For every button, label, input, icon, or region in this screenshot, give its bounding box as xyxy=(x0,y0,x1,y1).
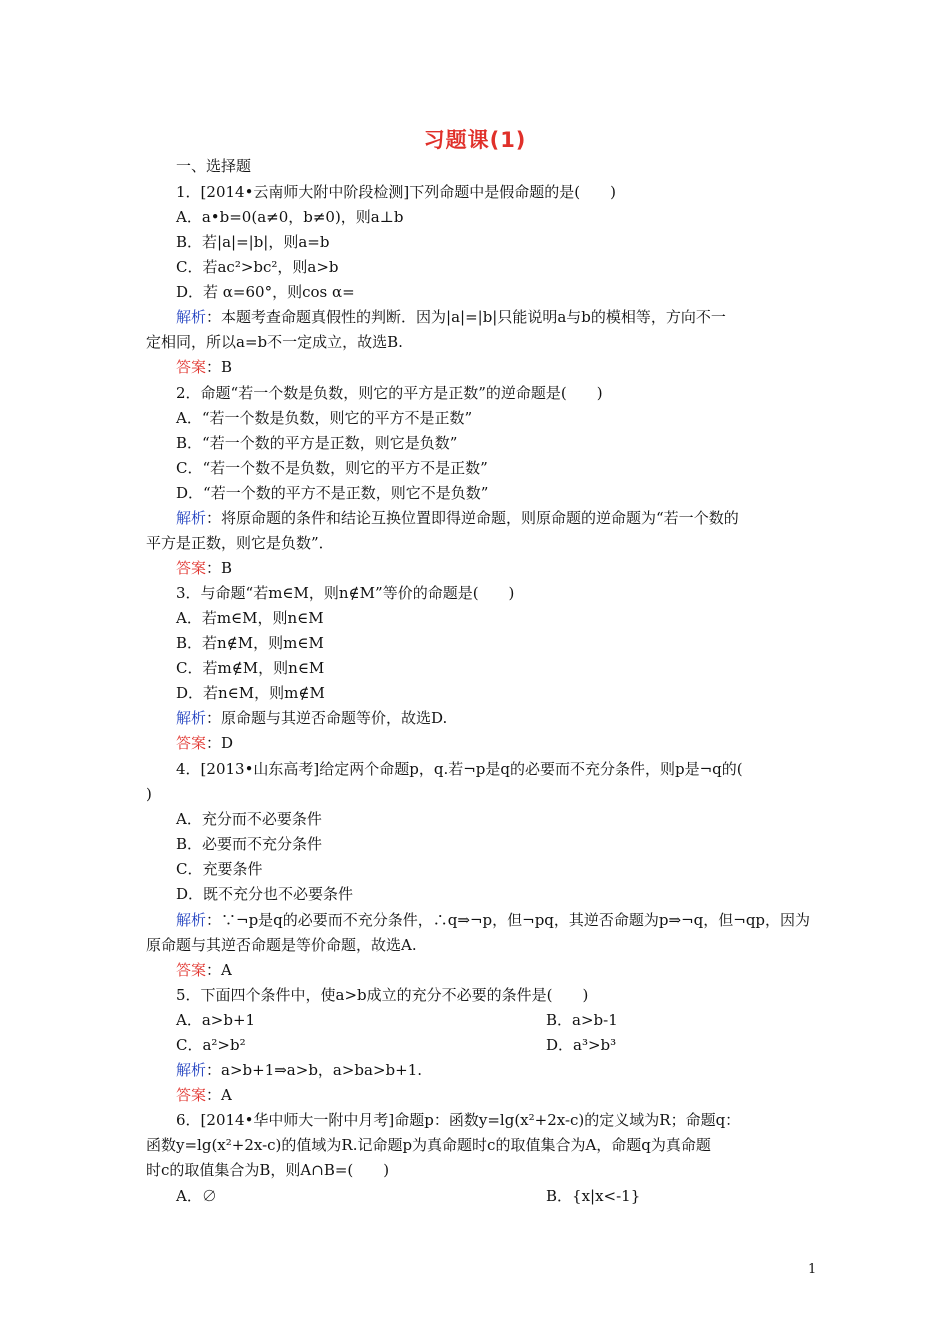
answer-label: 答案 xyxy=(176,734,207,752)
question-6-option-a: A．∅ xyxy=(176,1187,217,1205)
section-heading: 一、选择题 xyxy=(176,157,252,175)
page-number: 1 xyxy=(808,1262,817,1277)
question-1-option-c: C．若ac²>bc²，则a>b xyxy=(176,258,339,276)
question-4-stem: 4．[2013•山东高考]给定两个命题p，q.若¬p是q的必要而不充分条件，则p是¬q的( xyxy=(176,760,743,778)
question-4-analysis-cont: 原命题与其逆否命题是等价命题，故选A. xyxy=(146,936,417,954)
question-2-option-c: C．“若一个数不是负数，则它的平方不是正数” xyxy=(176,459,488,477)
question-2-option-b: B．“若一个数的平方是正数，则它是负数” xyxy=(176,434,458,452)
question-2-option-a: A．“若一个数是负数，则它的平方不是正数” xyxy=(176,409,473,427)
question-6-option-b: B．{x|x<-1} xyxy=(546,1187,641,1205)
question-2-answer xyxy=(176,558,232,578)
analysis-text: ：a>b+1⇒a>b，a>ba>b+1. xyxy=(206,1061,423,1079)
question-3-analysis xyxy=(176,708,447,728)
question-4-option-b: B．必要而不充分条件 xyxy=(176,835,323,853)
analysis-label: 解析 xyxy=(176,308,207,326)
answer-label: 答案 xyxy=(176,1086,207,1104)
question-3-option-c: C．若m∉M，则n∈M xyxy=(176,659,325,677)
page-title: 习题课(1) xyxy=(423,128,527,152)
question-1-stem: 1．[2014•云南师大附中阶段检测]下列命题中是假命题的是( ) xyxy=(176,183,616,201)
question-5-option-b: B．a>b-1 xyxy=(546,1011,618,1029)
question-1-option-a: A．a•b=0(a≠0，b≠0)，则a⊥b xyxy=(176,208,404,226)
analysis-label: 解析 xyxy=(176,709,207,727)
answer-text: ：A xyxy=(206,961,232,979)
question-5-option-a: A．a>b+1 xyxy=(176,1011,256,1029)
answer-label: 答案 xyxy=(176,358,207,376)
question-3-answer xyxy=(176,733,233,753)
question-3-option-a: A．若m∈M，则n∈M xyxy=(176,609,324,627)
question-4-option-c: C．充要条件 xyxy=(176,860,263,878)
analysis-label: 解析 xyxy=(176,509,207,527)
question-1-answer xyxy=(176,357,232,377)
question-5-option-c: C．a²>b² xyxy=(176,1036,246,1054)
answer-text: ：B xyxy=(206,559,233,577)
question-1-analysis xyxy=(176,307,726,327)
question-1-option-d: D．若 α=60°，则cos α= xyxy=(176,283,355,301)
question-5-stem: 5．下面四个条件中，使a>b成立的充分不必要的条件是( ) xyxy=(176,986,589,1004)
question-4-stem-cont: ) xyxy=(146,785,152,803)
analysis-text: ：∵¬p是q的必要而不充分条件，∴q⇒¬p，但¬pq，其逆否命题为p⇒¬q，但¬qp，因为 xyxy=(206,911,811,929)
question-5-answer xyxy=(176,1085,232,1105)
question-6-stem-cont-2: 时c的取值集合为B，则A∩B=( ) xyxy=(146,1161,390,1179)
question-4-answer xyxy=(176,960,232,980)
analysis-text: ：本题考查命题真假性的判断．因为|a|=|b|只能说明a与b的模相等，方向不一 xyxy=(206,308,726,326)
answer-label: 答案 xyxy=(176,559,207,577)
question-4-option-d: D．既不充分也不必要条件 xyxy=(176,885,354,903)
analysis-text: ：原命题与其逆否命题等价，故选D. xyxy=(206,709,448,727)
question-4-option-a: A．充分而不必要条件 xyxy=(176,810,322,828)
answer-text: ：D xyxy=(206,734,234,752)
question-6-stem-cont-1: 函数y=lg(x²+2x-c)的值域为R.记命题p为真命题时c的取值集合为A，命题q为真命题 xyxy=(146,1136,711,1154)
answer-label: 答案 xyxy=(176,961,207,979)
question-1-analysis-cont: 定相同，所以a=b不一定成立，故选B. xyxy=(146,333,403,351)
question-5-analysis xyxy=(176,1060,422,1080)
analysis-label: 解析 xyxy=(176,1061,207,1079)
question-2-stem: 2．命题“若一个数是负数，则它的平方是正数”的逆命题是( ) xyxy=(176,384,603,402)
question-3-option-d: D．若n∈M，则m∉M xyxy=(176,684,325,702)
question-4-analysis xyxy=(176,910,810,930)
question-6-stem: 6．[2014•华中师大一附中月考]命题p：函数y=lg(x²+2x-c)的定义域为R；命题q： xyxy=(176,1111,741,1129)
question-2-option-d: D．“若一个数的平方不是正数，则它不是负数” xyxy=(176,484,489,502)
question-2-analysis xyxy=(176,508,739,528)
answer-text: ：A xyxy=(206,1086,232,1104)
question-3-option-b: B．若n∉M，则m∈M xyxy=(176,634,324,652)
analysis-label: 解析 xyxy=(176,911,207,929)
answer-text: ：B xyxy=(206,358,233,376)
question-5-option-d: D．a³>b³ xyxy=(546,1036,617,1054)
question-3-stem: 3．与命题“若m∈M，则n∉M”等价的命题是( ) xyxy=(176,584,515,602)
analysis-text: ：将原命题的条件和结论互换位置即得逆命题，则原命题的逆命题为“若一个数的 xyxy=(206,509,739,527)
question-1-option-b: B．若|a|=|b|，则a=b xyxy=(176,233,330,251)
question-2-analysis-cont: 平方是正数，则它是负数”． xyxy=(146,534,334,552)
